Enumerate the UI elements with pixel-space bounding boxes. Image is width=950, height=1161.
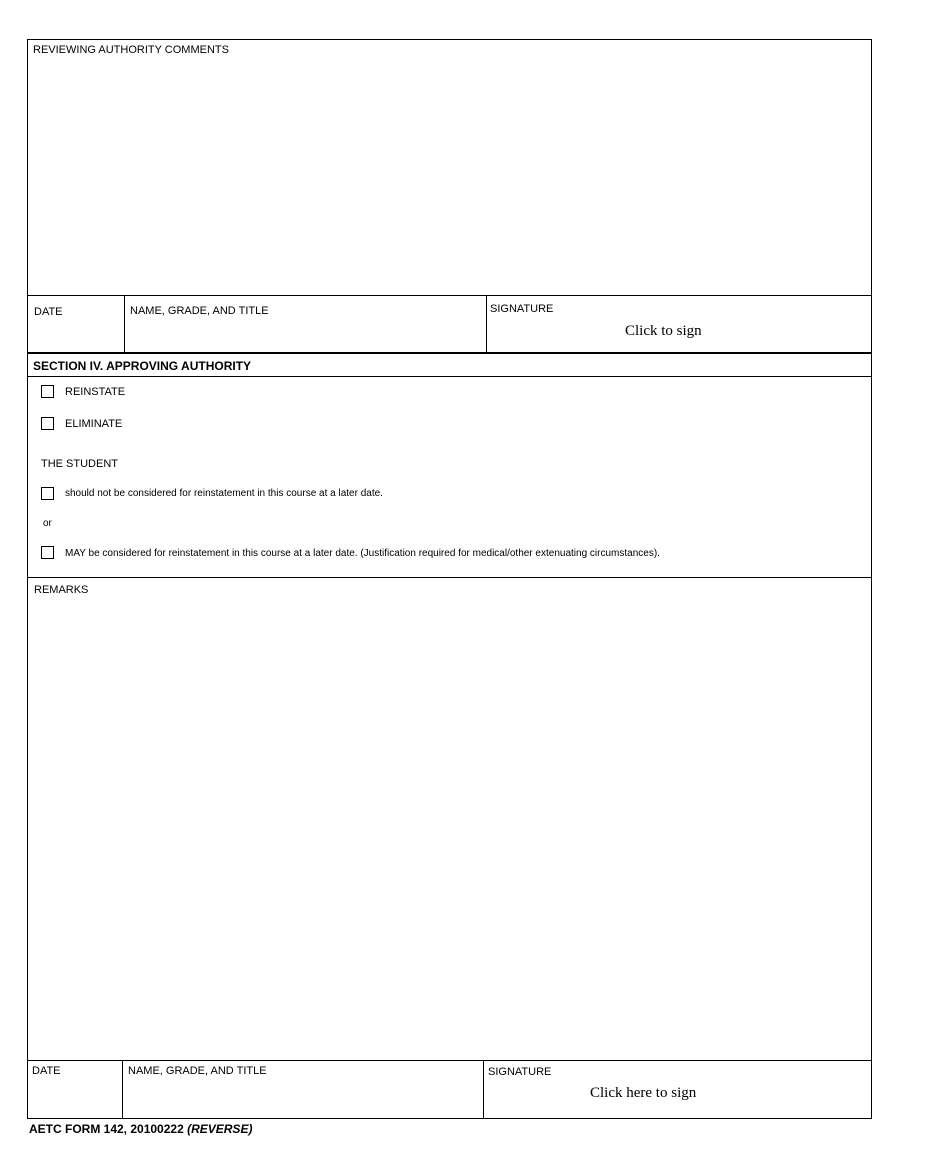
remarks-date-label: DATE xyxy=(32,1065,61,1077)
may-considered-label: MAY be considered for reinstatement in this course at a later date. (Justification required for medical/other extenuating circumstances). xyxy=(65,548,660,559)
reinstate-label: REINSTATE xyxy=(65,386,126,398)
not-considered-label: should not be considered for reinstatement in this course at a later date. xyxy=(65,488,383,499)
divider xyxy=(122,1060,123,1119)
reviewing-name-field[interactable] xyxy=(126,320,484,352)
reviewing-date-field[interactable] xyxy=(29,320,123,352)
eliminate-checkbox[interactable] xyxy=(41,417,54,430)
not-considered-checkbox[interactable] xyxy=(41,487,54,500)
reviewing-name-label: NAME, GRADE, AND TITLE xyxy=(130,305,269,317)
divider xyxy=(28,376,871,377)
form-id: AETC FORM 142, 20100222 xyxy=(29,1122,184,1136)
the-student-label: THE STUDENT xyxy=(41,458,118,470)
remarks-name-field[interactable] xyxy=(124,1082,481,1117)
form-footer xyxy=(29,1122,252,1136)
remarks-name-label: NAME, GRADE, AND TITLE xyxy=(128,1065,267,1077)
divider xyxy=(28,577,871,578)
reinstate-checkbox[interactable] xyxy=(41,385,54,398)
eliminate-label: ELIMINATE xyxy=(65,418,123,430)
reviewing-signature-label: SIGNATURE xyxy=(490,303,554,315)
remarks-date-field[interactable] xyxy=(29,1082,121,1117)
divider xyxy=(483,1060,484,1119)
remarks-sign-button[interactable]: Click here to sign xyxy=(590,1085,697,1101)
remarks-field[interactable] xyxy=(29,600,870,1058)
or-label: or xyxy=(43,518,52,529)
divider xyxy=(28,1060,871,1061)
divider xyxy=(28,295,871,296)
reverse-label: (REVERSE) xyxy=(187,1122,253,1136)
divider xyxy=(28,352,871,354)
divider xyxy=(486,295,487,353)
reviewing-comments-field[interactable] xyxy=(29,60,870,294)
reviewing-sign-button[interactable]: Click to sign xyxy=(625,323,702,339)
reviewing-date-label: DATE xyxy=(34,306,63,318)
remarks-label: REMARKS xyxy=(34,584,89,596)
section-iv-title: SECTION IV. APPROVING AUTHORITY xyxy=(33,359,252,373)
reviewing-comments-label: REVIEWING AUTHORITY COMMENTS xyxy=(33,44,229,56)
divider xyxy=(124,295,125,353)
may-considered-checkbox[interactable] xyxy=(41,546,54,559)
remarks-signature-label: SIGNATURE xyxy=(488,1066,552,1078)
